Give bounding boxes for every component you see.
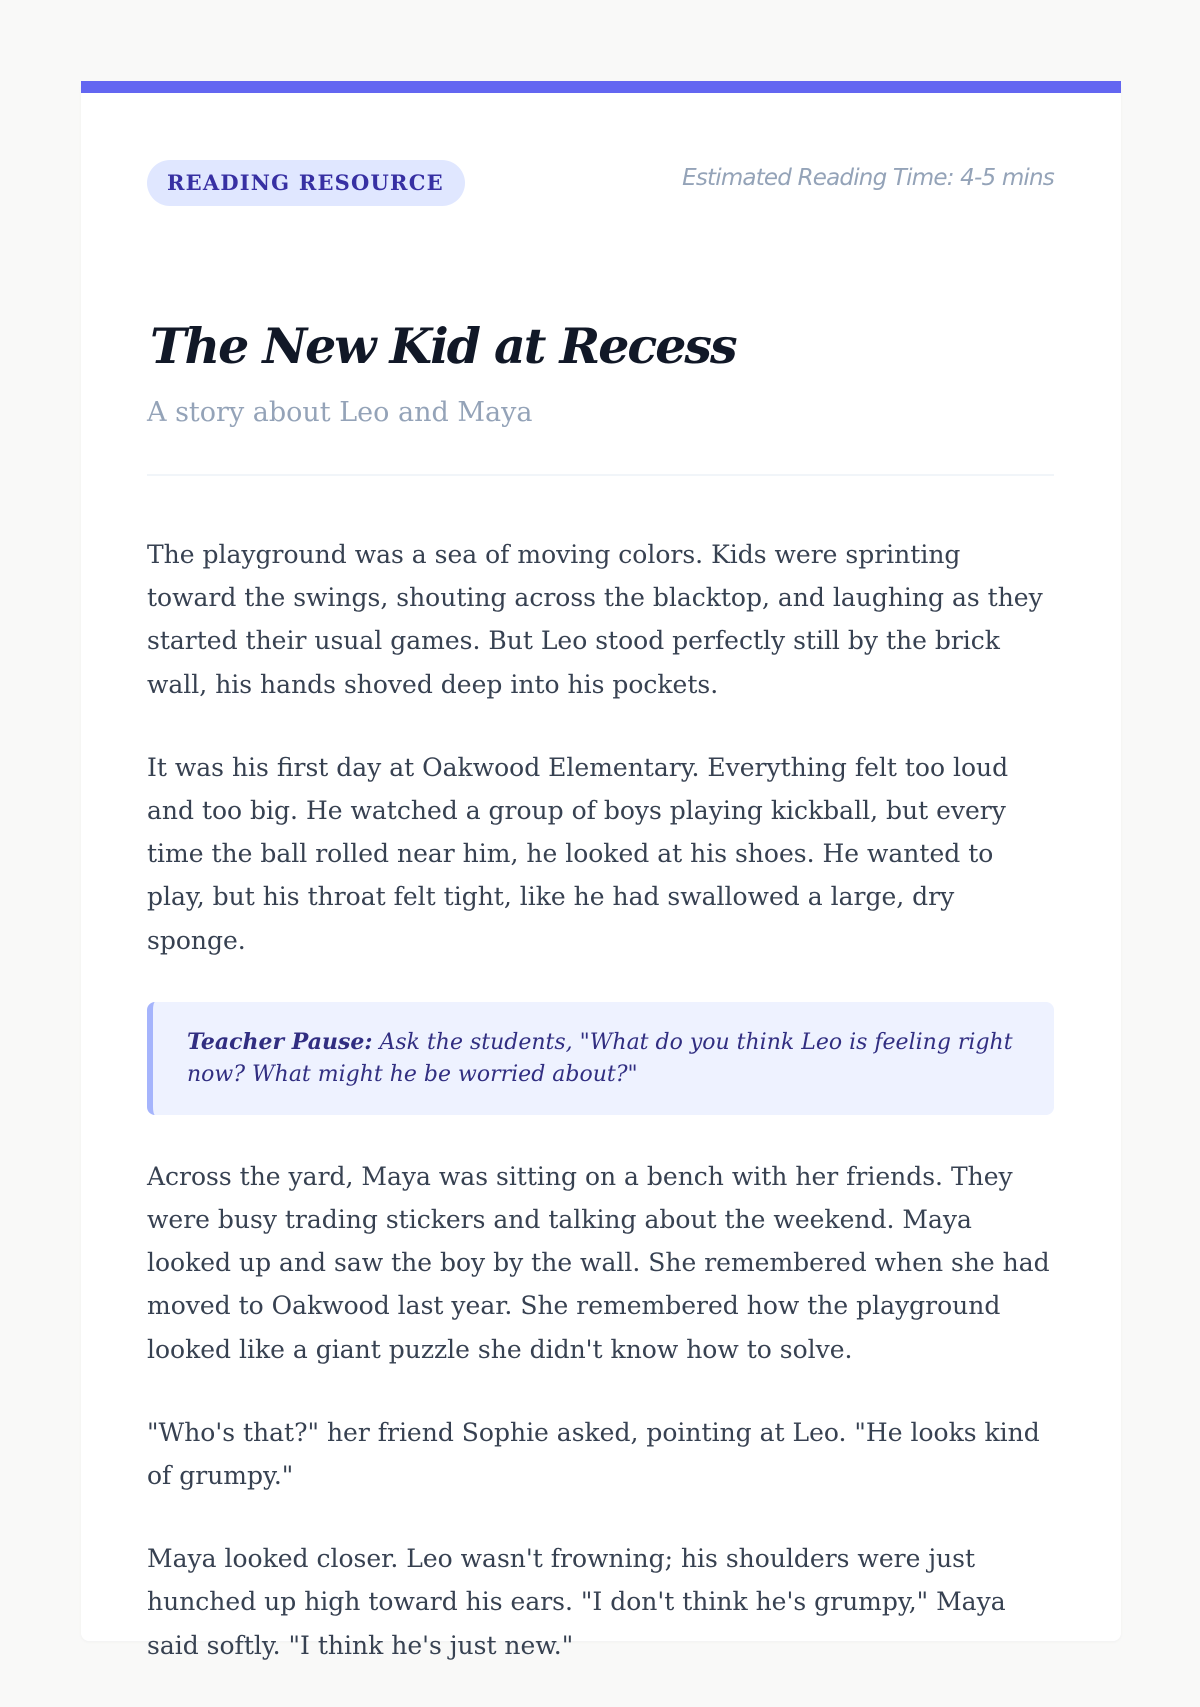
meta-row xyxy=(147,160,1054,208)
teacher-pause-callout xyxy=(147,1002,1054,1115)
teacher-pause-label: Teacher Pause: xyxy=(187,1028,373,1055)
resource-badge: READING RESOURCE xyxy=(147,160,465,206)
reading-time: Estimated Reading Time: 4-5 mins xyxy=(682,165,1054,191)
story-paragraph: Maya looked closer. Leo wasn't frowning; his shoulders were just hunched up high toward his ears. "I don't think he's grumpy," Maya said softly. "I think he's just new." xyxy=(147,1544,1006,1660)
story-paragraph: The playground was a sea of moving colors. Kids were sprinting toward the swings, shouting across the blacktop, and laughing as they started their usual games. But Leo stood perfectly still by the brick wall, his hands shoved deep into his pockets. xyxy=(147,540,1043,699)
teacher-pause-text: Ask the students, "What do you think Leo is feeling right now? What might he be worried about?" xyxy=(187,1029,1013,1087)
story-paragraph: It was his first day at Oakwood Elementary. Everything felt too loud and too big. He watched a group of boys playing kickball, but every time the ball rolled near him, he looked at his shoes. He wanted to play, but his throat felt tight, like he had swallowed a large, dry sponge. xyxy=(147,752,1009,955)
story-subtitle: A story about Leo and Maya xyxy=(147,397,533,428)
story-paragraph: Across the yard, Maya was sitting on a bench with her friends. They were busy trading stickers and talking about the weekend. Maya looked up and saw the boy by the wall. She remembered when she had moved to Oakwood last year. She remembered how the playground looked like a giant puzzle she didn't know how to solve. xyxy=(147,1161,1050,1364)
story-body xyxy=(147,533,1054,1707)
reading-card xyxy=(81,81,1121,1660)
story-paragraph: "Who's that?" her friend Sophie asked, pointing at Leo. "He looks kind of grumpy." xyxy=(147,1417,1040,1491)
divider xyxy=(147,474,1054,476)
accent-bar xyxy=(81,81,1121,93)
story-title: The New Kid at Recess xyxy=(150,317,736,375)
